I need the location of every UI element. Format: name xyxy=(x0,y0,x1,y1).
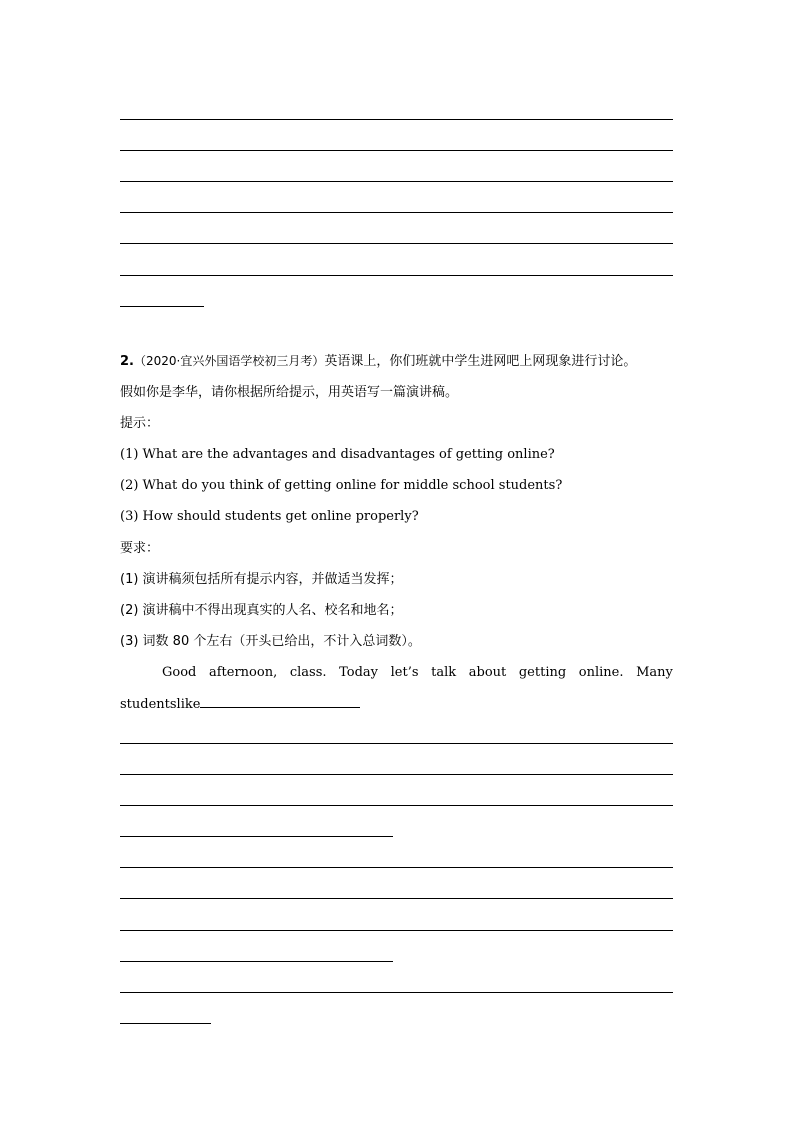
question-source: （2020·宜兴外国语学校初三月考） xyxy=(133,354,325,368)
opening-word: about xyxy=(468,665,507,680)
opening-word: Many xyxy=(636,665,673,680)
answer-line[interactable] xyxy=(120,743,673,744)
answer-line[interactable] xyxy=(120,181,673,182)
requirement-item: (2) 演讲稿中不得出现真实的人名、校名和地名； xyxy=(120,603,403,618)
answer-line[interactable] xyxy=(120,275,673,276)
opening-word: online. xyxy=(578,665,624,680)
answer-line[interactable] xyxy=(120,930,673,931)
opening-word: Good xyxy=(162,665,197,680)
question-number: 2. xyxy=(120,354,134,369)
inline-blank[interactable] xyxy=(200,695,360,708)
opening-line2 xyxy=(120,695,360,714)
requirements-label: 要求： xyxy=(120,541,160,556)
answer-line[interactable] xyxy=(120,867,673,868)
hint-item: (3) How should students get online properly? xyxy=(120,509,419,524)
question-prompt-line1: 英语课上，你们班就中学生进网吧上网现象进行讨论。 xyxy=(324,354,637,369)
answer-line[interactable] xyxy=(120,992,673,993)
question-header xyxy=(120,352,636,371)
answer-line[interactable] xyxy=(120,212,673,213)
opening-word: afternoon, xyxy=(208,665,278,680)
requirement-item: (3) 词数 80 个左右（开头已给出，不计入总词数）。 xyxy=(120,634,421,649)
opening-word: Today xyxy=(339,665,379,680)
answer-line-short[interactable] xyxy=(120,306,204,307)
opening-sentence xyxy=(120,664,673,682)
answer-line[interactable] xyxy=(120,774,673,775)
answer-line[interactable] xyxy=(120,898,673,899)
hints-label: 提示： xyxy=(120,416,160,431)
answer-line-short[interactable] xyxy=(120,836,393,837)
question-prompt-line2: 假如你是李华，请你根据所给提示，用英语写一篇演讲稿。 xyxy=(120,385,459,400)
answer-line-short[interactable] xyxy=(120,1023,211,1024)
answer-line[interactable] xyxy=(120,243,673,244)
opening-word: let’s xyxy=(390,665,419,680)
opening-line2-text: studentslike xyxy=(120,697,201,712)
hint-item: (2) What do you think of getting online for middle school students? xyxy=(120,478,563,493)
answer-line[interactable] xyxy=(120,119,673,120)
requirement-item: (1) 演讲稿须包括所有提示内容，并做适当发挥； xyxy=(120,572,403,587)
hint-item: (1) What are the advantages and disadvantages of getting online? xyxy=(120,447,555,462)
answer-line[interactable] xyxy=(120,805,673,806)
opening-word: class. xyxy=(289,665,327,680)
answer-line-short[interactable] xyxy=(120,961,393,962)
opening-word: talk xyxy=(431,665,457,680)
opening-word: getting xyxy=(518,665,567,680)
answer-line[interactable] xyxy=(120,150,673,151)
